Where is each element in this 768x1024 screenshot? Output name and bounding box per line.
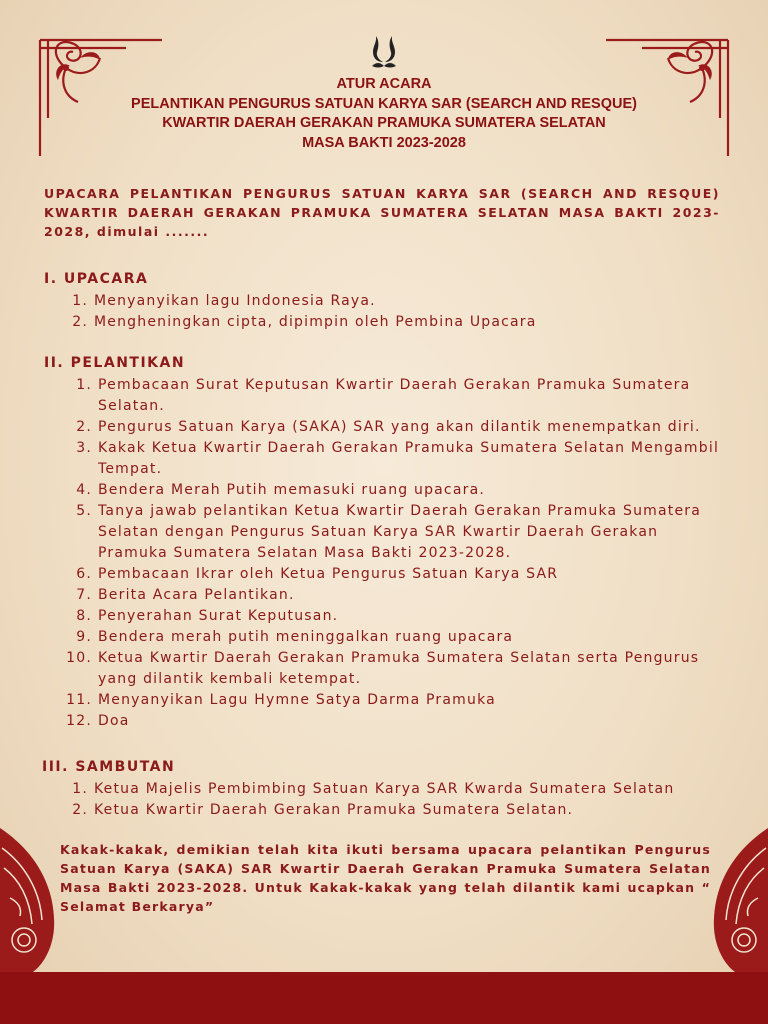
list-item: 6. Pembacaan Ikrar oleh Ketua Pengurus Satuan Karya SAR [76,566,559,582]
list-item: 11. Menyanyikan Lagu Hymne Satya Darma Pramuka [66,692,496,708]
closing-paragraph: Kakak-kakak, demikian telah kita ikuti bersama upacara pelantikan Pengurus Satuan Karya (SAKA) SAR Kwartir Daerah Gerakan Pramuka Sumatera Selatan Masa Bakti 2023-2028. Untuk Kakak-kakak yang telah dilantik kami ucapkan “ Selamat Berkarya” [60,842,711,914]
list-item: 7. Berita Acara Pelantikan. [76,587,295,603]
gunungan-ornament-left-icon [0,828,62,978]
list-item: 2. Pengurus Satuan Karya (SAKA) SAR yang akan dilantik menempatkan diri. [76,419,701,435]
scout-emblem-icon [366,34,402,70]
list-item: 2. Mengheningkan cipta, dipimpin oleh Pembina Upacara [72,314,537,330]
title-line-2: PELANTIKAN PENGURUS SATUAN KARYA SAR (SEARCH AND RESQUE) [131,95,637,112]
gunungan-ornament-right-icon [706,828,768,978]
list-item: 1. Ketua Majelis Pembimbing Satuan Karya SAR Kwarda Sumatera Selatan [72,781,675,797]
title-line-4: MASA BAKTI 2023-2028 [302,134,466,151]
title-line-1: ATUR ACARA [336,76,432,92]
title-line-3: KWARTIR DAERAH GERAKAN PRAMUKA SUMATERA SELATAN [162,115,606,131]
section-title-upacara: I. UPACARA [44,271,149,287]
intro-paragraph: UPACARA PELANTIKAN PENGURUS SATUAN KARYA SAR (SEARCH AND RESQUE) KWARTIR DAERAH GERAKAN PRAMUKA SUMATERA SELATAN MASA BAKTI 2023-2028, dimulai ....... [44,186,720,239]
list-item: 1. Pembacaan Surat Keputusan Kwartir Daerah Gerakan Pramuka Sumatera Selatan. [76,377,691,414]
upacara-list [60,291,740,333]
section-title-pelantikan: II. PELANTIKAN [44,355,186,371]
page-title [0,75,768,153]
list-item: 12. Doa [66,713,130,729]
section-title-sambutan: III. SAMBUTAN [42,759,176,775]
list-item: 2. Ketua Kwartir Daerah Gerakan Pramuka Sumatera Selatan. [72,802,574,818]
sambutan-list [60,779,740,821]
list-item: 10. Ketua Kwartir Daerah Gerakan Pramuka Sumatera Selatan serta Pengurus yang dilantik kembali ketempat. [66,650,700,687]
list-item: 9. Bendera merah putih meninggalkan ruang upacara [76,629,514,645]
list-item: 3. Kakak Ketua Kwartir Daerah Gerakan Pramuka Sumatera Selatan Mengambil Tempat. [76,440,720,477]
list-item: 8. Penyerahan Surat Keputusan. [76,608,339,624]
list-item: 5. Tanya jawab pelantikan Ketua Kwartir Daerah Gerakan Pramuka Sumatera Selatan dengan Pengurus Satuan Karya SAR Kwartir Daerah Gerakan Pramuka Sumatera Selatan Masa Bakti 2023-2028. [76,503,701,561]
footer-band [0,972,768,1024]
list-item: 4. Bendera Merah Putih memasuki ruang upacara. [76,482,485,498]
pelantikan-list [60,375,732,732]
list-item: 1. Menyanyikan lagu Indonesia Raya. [72,293,376,309]
